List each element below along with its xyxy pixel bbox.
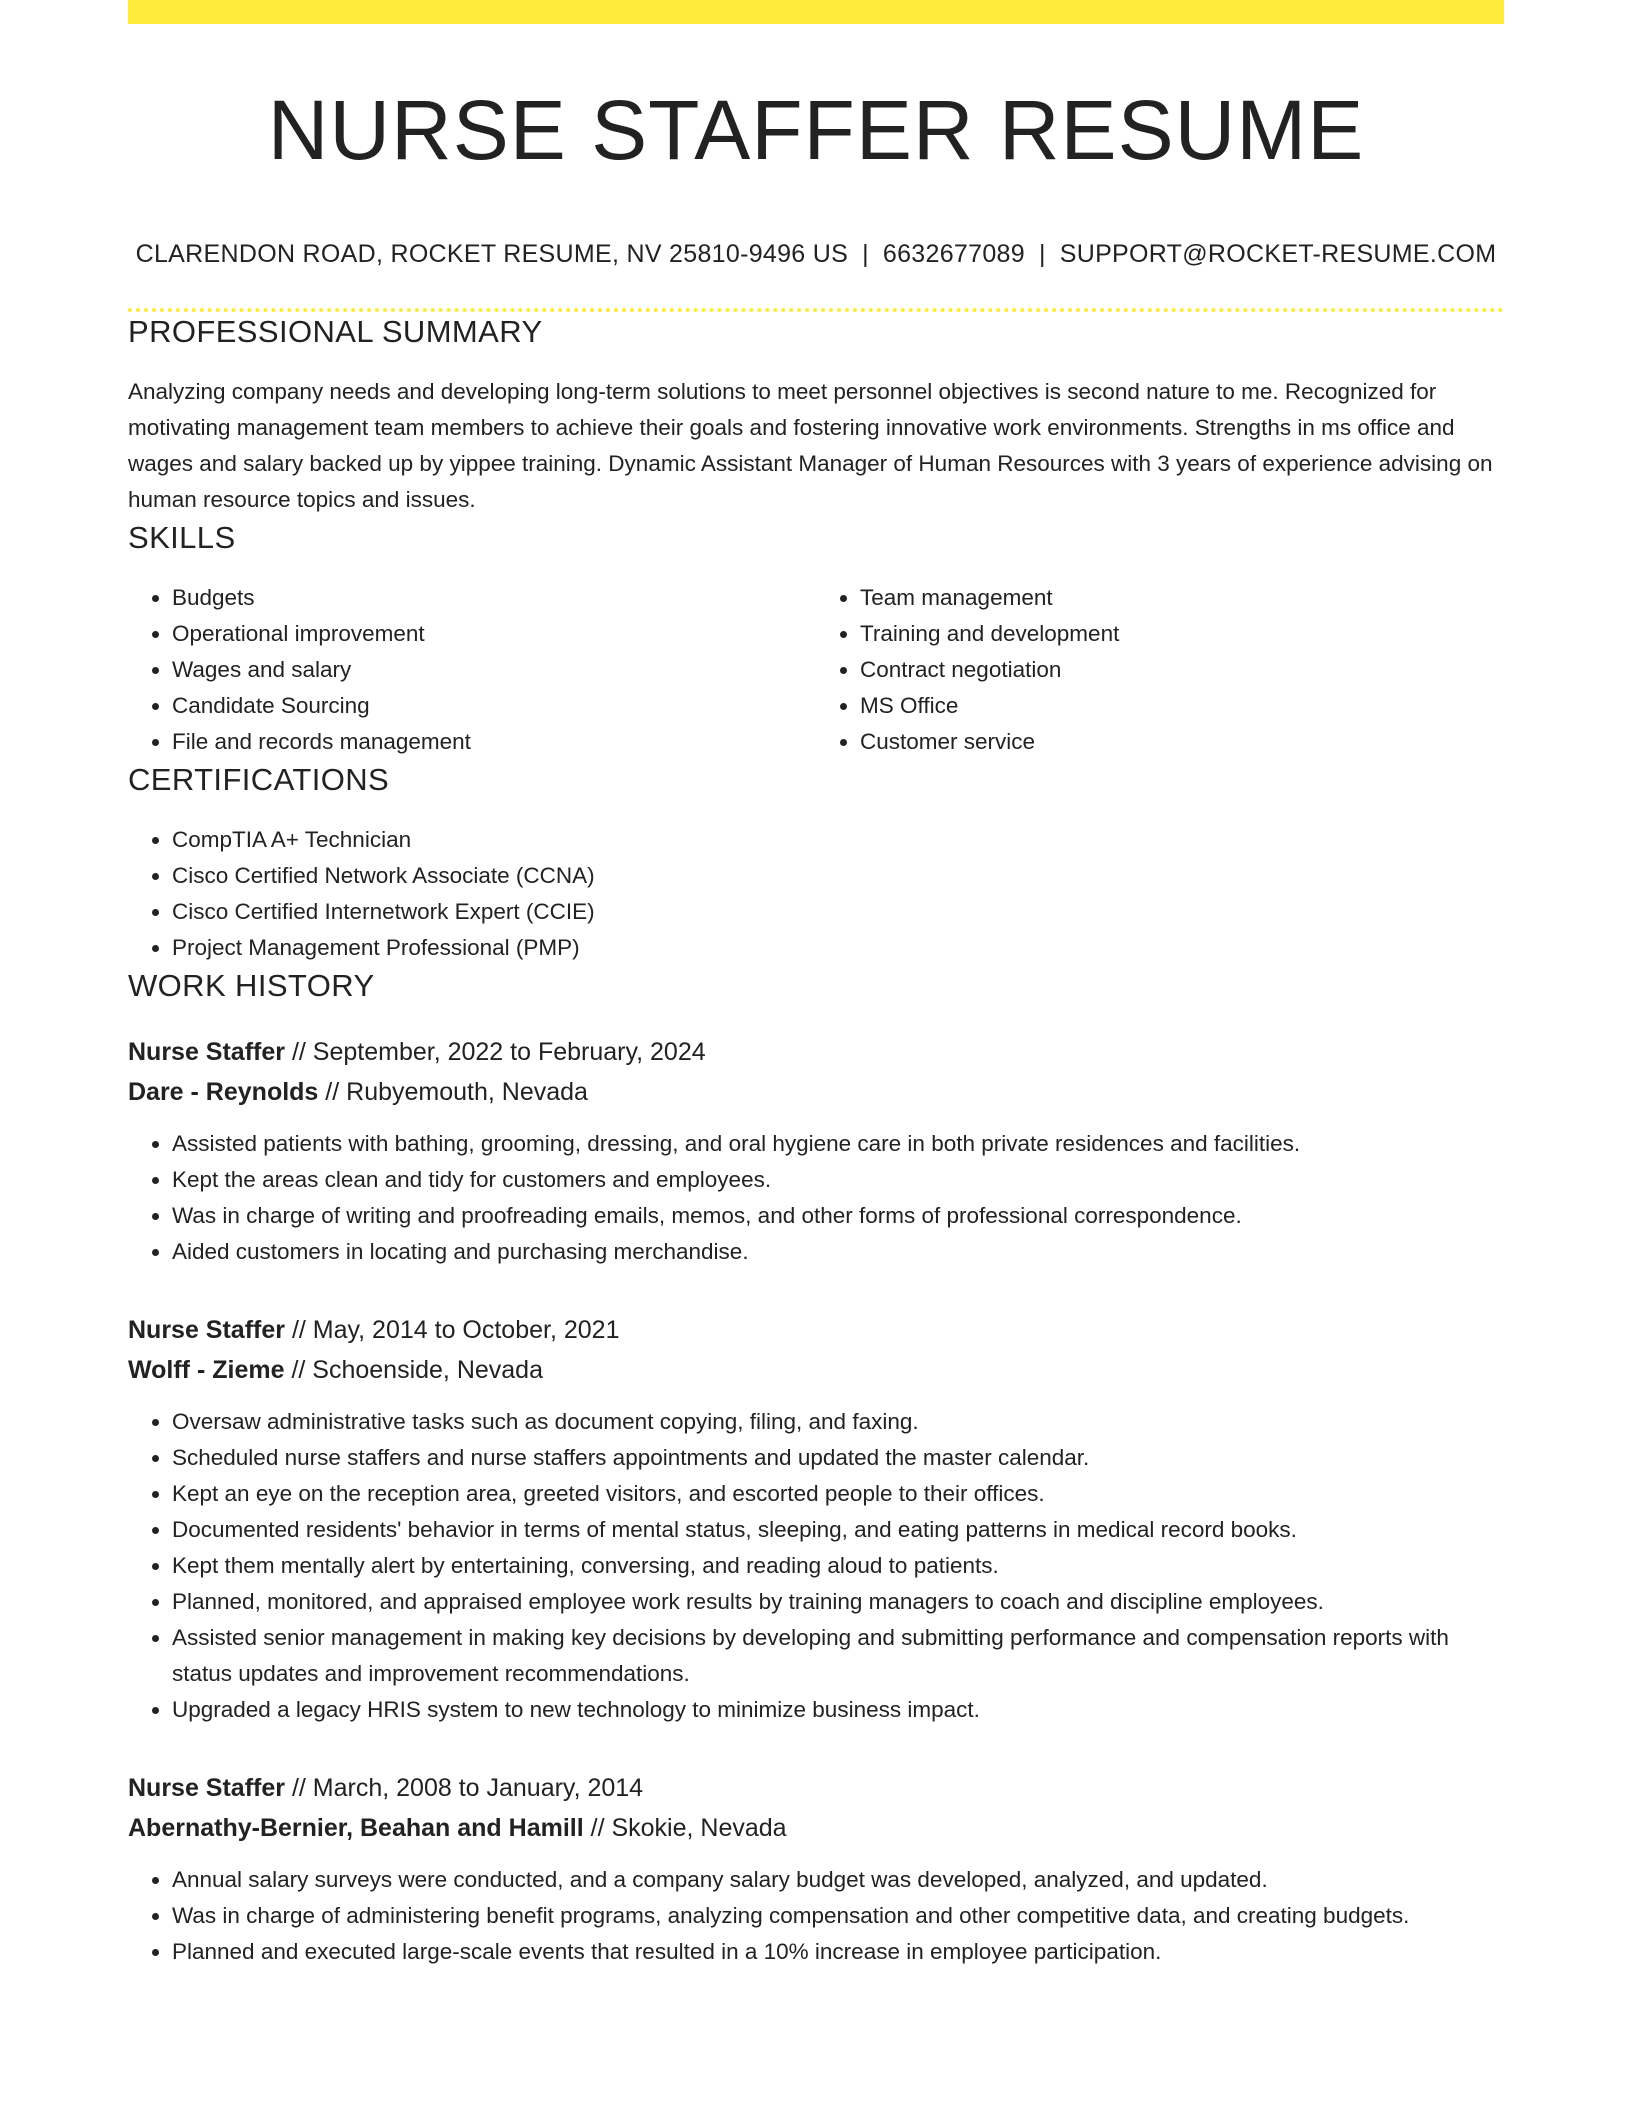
resume-title: NURSE STAFFER RESUME: [267, 83, 1365, 177]
job-bullet: • Documented residents' behavior in terms of mental status, sleeping, and eating patterns in medical record books.: [172, 1512, 1504, 1548]
job-location: // Schoenside, Nevada: [291, 1356, 543, 1384]
certifications-section: [128, 760, 1504, 966]
job-title: Nurse Staffer: [128, 1774, 285, 1802]
certification-item: • Project Management Professional (PMP): [172, 930, 1504, 966]
job-company: Dare - Reynolds: [128, 1078, 319, 1106]
contact-separator: |: [862, 240, 869, 268]
job-location: // Skokie, Nevada: [590, 1814, 787, 1842]
job-entry: [128, 1032, 1504, 1270]
contact-address: CLARENDON ROAD, ROCKET RESUME, NV 25810-9496 US: [135, 240, 849, 268]
job-location: // Rubyemouth, Nevada: [325, 1078, 588, 1106]
summary-section: [128, 312, 1504, 518]
job-bullet: • Assisted senior management in making key decisions by developing and submitting performance and compensation reports with status updates and improvement recommendations.: [172, 1620, 1504, 1692]
job-bullet: • Upgraded a legacy HRIS system to new technology to minimize business impact.: [172, 1692, 1504, 1728]
skill-item: • Budgets: [172, 580, 816, 616]
skills-section: [128, 518, 1504, 760]
certification-item: • CompTIA A+ Technician: [172, 822, 1504, 858]
skill-item: • Contract negotiation: [860, 652, 1504, 688]
job-title-line: [128, 1032, 1504, 1072]
job-bullet: • Was in charge of administering benefit programs, analyzing compensation and other competitive data, and creating budgets.: [172, 1898, 1504, 1934]
job-bullet: • Planned, monitored, and appraised employee work results by training managers to coach and discipline employees.: [172, 1584, 1504, 1620]
job-bullet: • Oversaw administrative tasks such as document copying, filing, and faxing.: [172, 1404, 1504, 1440]
skill-item: • MS Office: [860, 688, 1504, 724]
certification-item: • Cisco Certified Network Associate (CCNA): [172, 858, 1504, 894]
contact-phone: 6632677089: [882, 240, 1025, 268]
job-bullet: • Planned and executed large-scale events that resulted in a 10% increase in employee participation.: [172, 1934, 1504, 1970]
skill-item: • Training and development: [860, 616, 1504, 652]
job-bullets: [128, 1862, 1504, 1970]
job-bullet: • Aided customers in locating and purchasing merchandise.: [172, 1234, 1504, 1270]
contact-email: SUPPORT@ROCKET-RESUME.COM: [1059, 240, 1497, 268]
job-dates: // September, 2022 to February, 2024: [291, 1038, 706, 1066]
certifications-heading: CERTIFICATIONS: [128, 762, 390, 797]
job-bullets: [128, 1404, 1504, 1728]
certifications-list: [128, 822, 1504, 966]
contact-separator: |: [1038, 240, 1046, 268]
work-history-section: [128, 966, 1504, 1970]
job-bullet: • Kept the areas clean and tidy for customers and employees.: [172, 1162, 1504, 1198]
work-history-heading: WORK HISTORY: [128, 968, 375, 1003]
accent-bar: [128, 0, 1504, 24]
skills-heading: SKILLS: [128, 520, 236, 555]
job-entry: [128, 1310, 1504, 1728]
job-bullets: [128, 1126, 1504, 1270]
job-bullet: • Scheduled nurse staffers and nurse staffers appointments and updated the master calendar.: [172, 1440, 1504, 1476]
job-title-line: [128, 1310, 1504, 1350]
job-bullet: • Kept them mentally alert by entertaining, conversing, and reading aloud to patients.: [172, 1548, 1504, 1584]
skills-columns: [128, 580, 1504, 760]
job-company: Wolff - Zieme: [128, 1356, 285, 1384]
skill-item: • Candidate Sourcing: [172, 688, 816, 724]
summary-heading: PROFESSIONAL SUMMARY: [128, 314, 543, 349]
job-bullet: • Annual salary surveys were conducted, and a company salary budget was developed, analyzed, and updated.: [172, 1862, 1504, 1898]
job-title-line: [128, 1768, 1504, 1808]
job-company-line: [128, 1350, 1504, 1390]
job-company-line: [128, 1808, 1504, 1848]
skills-list-right: [816, 580, 1504, 760]
certification-item: • Cisco Certified Internetwork Expert (CCIE): [172, 894, 1504, 930]
job-entry: [128, 1768, 1504, 1970]
skill-item: • Team management: [860, 580, 1504, 616]
job-dates: // March, 2008 to January, 2014: [291, 1774, 644, 1802]
job-title: Nurse Staffer: [128, 1038, 285, 1066]
job-bullet: • Kept an eye on the reception area, greeted visitors, and escorted people to their offices.: [172, 1476, 1504, 1512]
skill-item: • Customer service: [860, 724, 1504, 760]
summary-text: Analyzing company needs and developing long-term solutions to meet personnel objectives is second nature to me. Recognized for motivating management team members to achieve their goals and fostering innovative work environments. Strengths in ms office and wages and salary backed up by yippee training. Dynamic Assistant Manager of Human Resources with 3 years of experience advising on human resource topics and issues.: [128, 379, 1493, 512]
job-company-line: [128, 1072, 1504, 1112]
skill-item: • Wages and salary: [172, 652, 816, 688]
job-dates: // May, 2014 to October, 2021: [291, 1316, 620, 1344]
job-bullet: • Was in charge of writing and proofreading emails, memos, and other forms of professional correspondence.: [172, 1198, 1504, 1234]
skill-item: • File and records management: [172, 724, 816, 760]
skills-list-left: [128, 580, 816, 760]
job-company: Abernathy-Bernier, Beahan and Hamill: [128, 1814, 584, 1842]
contact-line: [128, 238, 1504, 270]
job-title: Nurse Staffer: [128, 1316, 285, 1344]
resume-page: [128, 0, 1504, 1970]
skill-item: • Operational improvement: [172, 616, 816, 652]
job-bullet: • Assisted patients with bathing, grooming, dressing, and oral hygiene care in both private residences and facilities.: [172, 1126, 1504, 1162]
